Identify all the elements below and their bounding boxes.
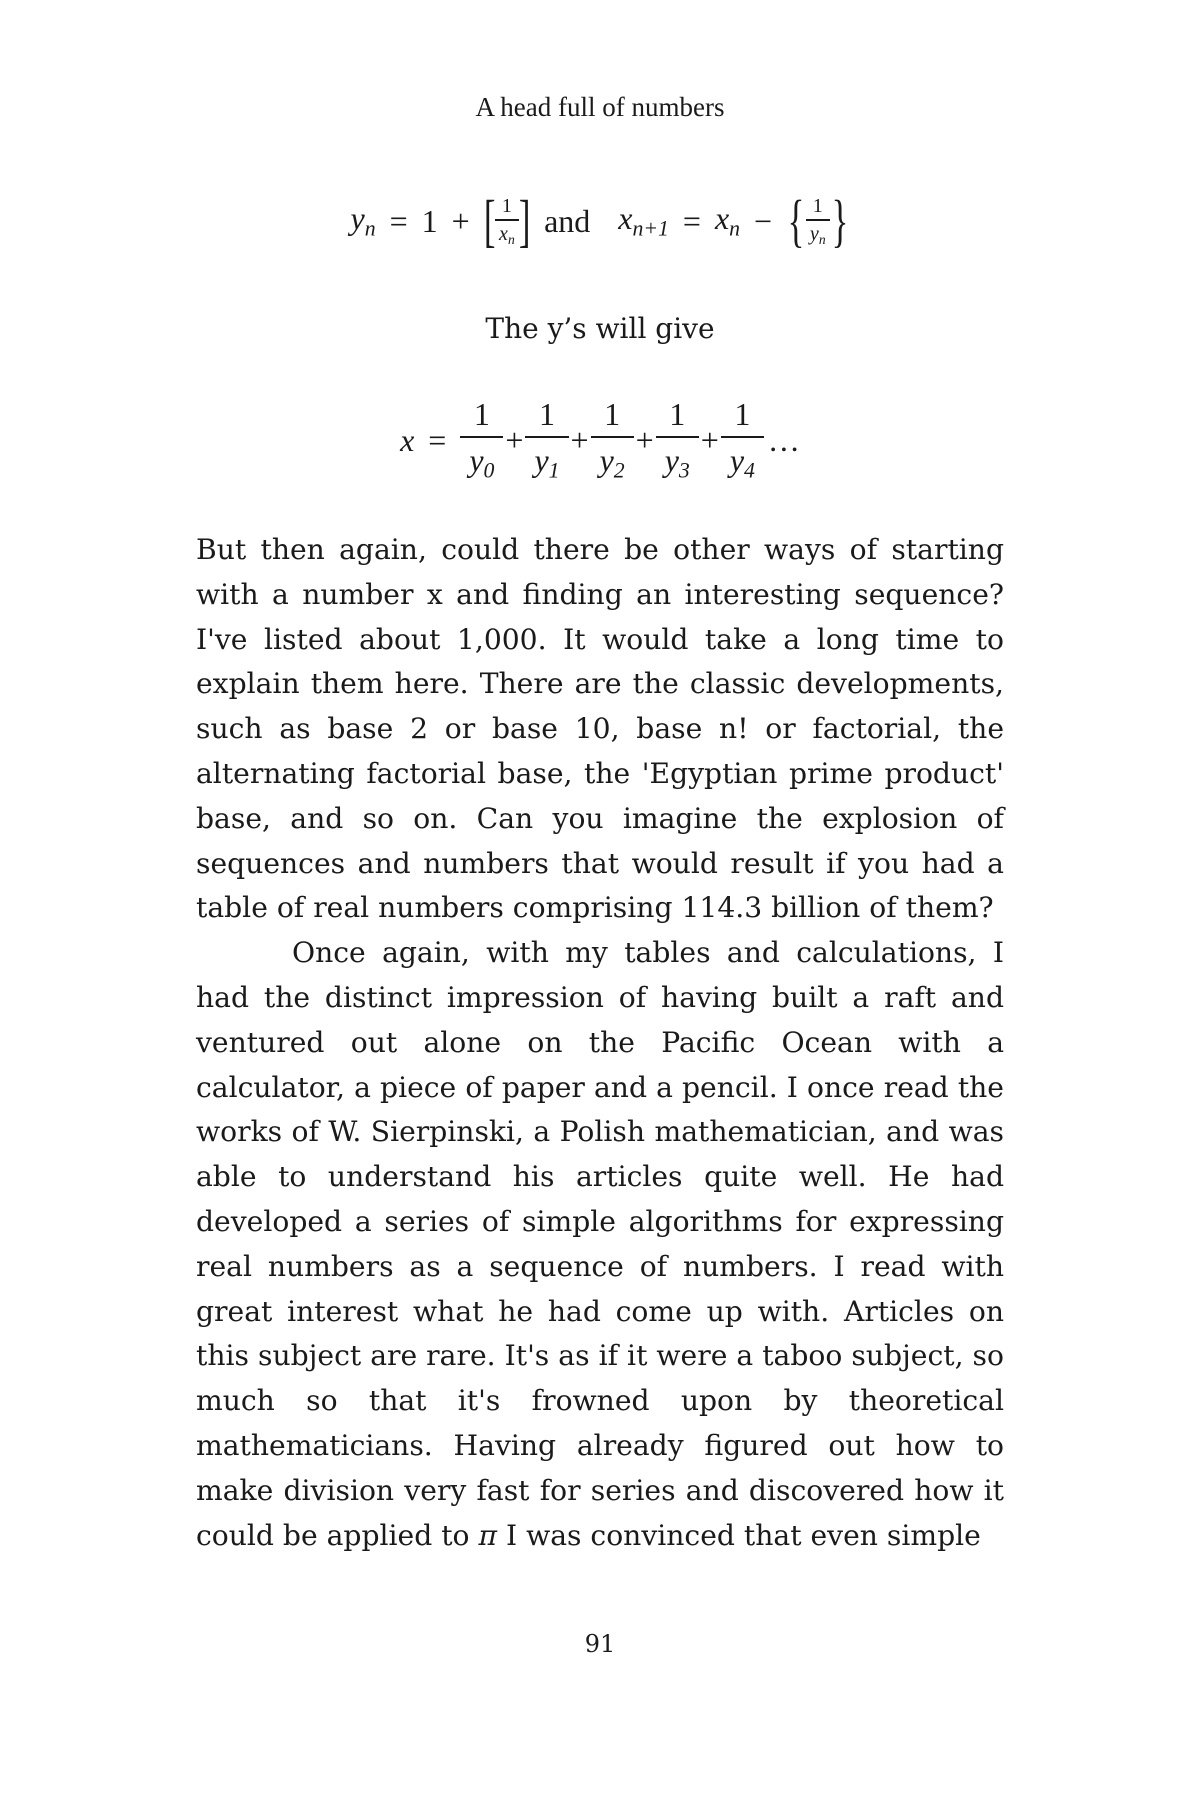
floor-bracket-right: ]	[518, 188, 531, 253]
series-equation	[0, 398, 1200, 482]
eq1-fraction-2: $\frac{1}{y_n}$	[806, 196, 830, 247]
eq2-plus: +	[570, 421, 589, 458]
eq2-term-2: $\frac{1}{y_2}$	[591, 398, 634, 482]
eq1-and: and	[544, 202, 591, 239]
eq1-x-next: $x_{n+1}$	[618, 200, 669, 241]
eq2-term-4: $\frac{1}{y_4}$	[721, 398, 764, 482]
paragraph: Once again, with my tables and calculations, I had the distinct impression of having built a raft and ventured out alone on the Pacific Ocean with a calculator, a piece of paper and a pencil. I once read the works of W. Sierpinski, a Polish mathematician, and was able to understand his articles quite well. He had developed a series of simple algorithms for expressing real numbers as a sequence of numbers. I read with great interest what he had come up with. Articles on this subject are rare. It's as if it were a taboo subject, so much so that it's frowned upon by theoretical mathematicians. Having already figured out how to make division very fast for series and discovered how it could be applied to π I was convinced that even simple	[196, 936, 1004, 1552]
eq2-equals: =	[428, 421, 447, 458]
running-header: A head full of numbers	[475, 92, 725, 122]
equation-caption: The y’s will give	[485, 312, 715, 345]
eq2-lhs: x	[400, 421, 415, 458]
eq1-one: 1	[421, 202, 438, 239]
eq1-fraction-1: $\frac{1}{x_n}$	[495, 196, 519, 247]
eq1-lhs: $y_n$	[350, 200, 376, 241]
page-number: 91	[584, 1630, 616, 1658]
eq2-ellipsis: …	[767, 421, 800, 458]
recurrence-equation	[0, 188, 1200, 253]
eq1-equals-2: =	[682, 202, 701, 239]
eq1-plus: +	[451, 202, 470, 239]
eq2-plus: +	[700, 421, 719, 458]
brace-right: }	[831, 188, 848, 253]
eq2-plus: +	[505, 421, 524, 458]
eq1-x-n: $x_n$	[714, 200, 741, 241]
eq1-equals: =	[389, 202, 408, 239]
eq2-plus: +	[635, 421, 654, 458]
floor-bracket-left: [	[483, 188, 496, 253]
eq2-term-0: $\frac{1}{y_0}$	[460, 398, 503, 482]
eq2-term-1: $\frac{1}{y_1}$	[525, 398, 568, 482]
body-text	[196, 528, 1004, 1558]
eq1-minus: −	[754, 202, 773, 239]
pi-symbol: π	[478, 1518, 498, 1552]
brace-left: {	[787, 188, 805, 253]
paragraph: But then again, could there be other ways of starting with a number x and finding an interesting sequence? I've listed about 1,000. It would take a long time to explain them here. There are the classic developments, such as base 2 or base 10, base n! or factorial, the alternating factorial base, the 'Egyptian prime product' base, and so on. Can you imagine the explosion of sequences and numbers that would result if you had a table of real numbers comprising 114.3 billion of them?	[196, 533, 1004, 925]
eq2-term-3: $\frac{1}{y_3}$	[656, 398, 699, 482]
